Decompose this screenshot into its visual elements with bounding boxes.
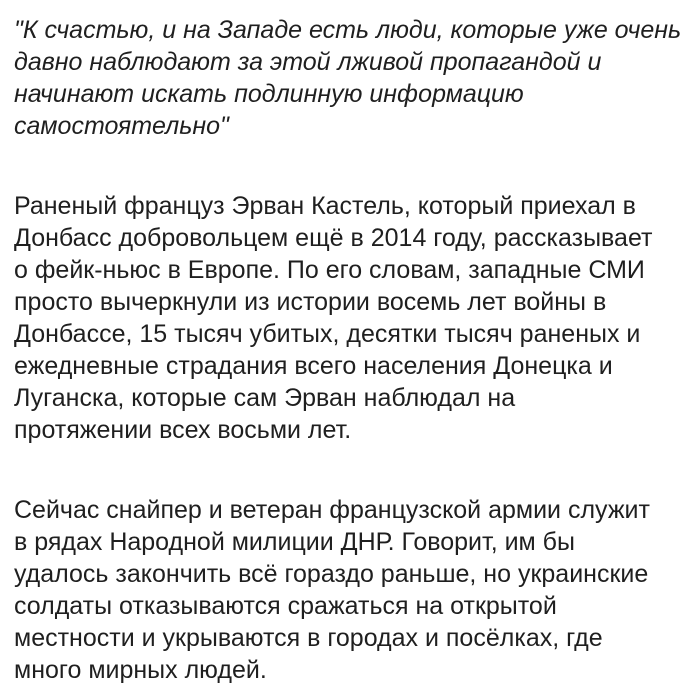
paragraph-line: Сейчас снайпер и ветеран французской армии служит — [14, 496, 650, 524]
post-text — [14, 0, 694, 686]
paragraph-line: местности и укрываются в городах и посёлках, где — [14, 624, 603, 652]
paragraph-line: Донбассе, 15 тысяч убитых, десятки тысяч раненых и — [14, 320, 641, 348]
paragraph-2 — [14, 494, 694, 686]
quote-line: самостоятельно" — [14, 112, 229, 140]
paragraph-line: Раненый француз Эрван Кастель, который приехал в — [14, 192, 636, 220]
paragraph-line: удалось закончить всё гораздо раньше, но украинские — [14, 560, 649, 588]
paragraph-line: просто вычеркнули из истории восемь лет войны в — [14, 288, 607, 316]
paragraph-line: Донбасс добровольцем ещё в 2014 году, рассказывает — [14, 224, 653, 252]
paragraph-line: ежедневные страдания всего населения Донецка и — [14, 352, 613, 380]
paragraph-line: о фейк-ньюс в Европе. По его словам, западные СМИ — [14, 256, 645, 284]
quote-line: давно наблюдают за этой лживой пропагандой и — [14, 48, 602, 76]
quote — [14, 14, 694, 142]
paragraph-line: много мирных людей. — [14, 656, 267, 684]
quote-line: "К счастью, и на Западе есть люди, которые уже очень — [14, 16, 682, 44]
paragraph-line: протяжении всех восьми лет. — [14, 416, 352, 444]
paragraph-1 — [14, 190, 694, 446]
paragraph-line: в рядах Народной милиции ДНР. Говорит, им бы — [14, 528, 575, 556]
paragraph-line: солдаты отказываются сражаться на открытой — [14, 592, 557, 620]
paragraph-line: Луганска, которые сам Эрван наблюдал на — [14, 384, 516, 412]
quote-line: начинают искать подлинную информацию — [14, 80, 524, 108]
